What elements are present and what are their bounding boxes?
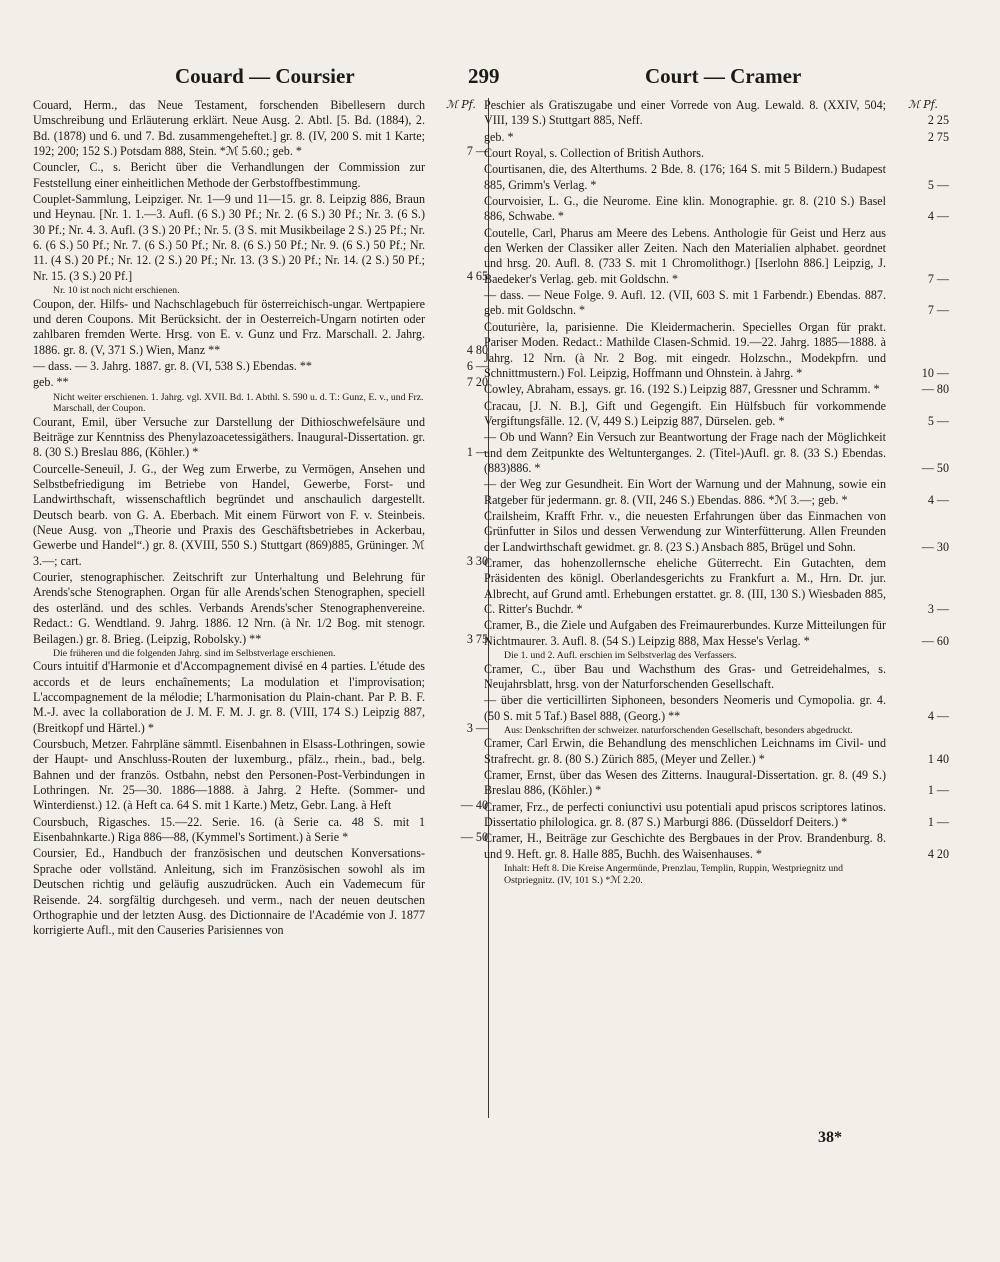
bibliography-entry <box>33 737 488 814</box>
bibliography-entry <box>484 736 949 767</box>
entry-text: Cowley, Abraham, essays. gr. 16. (192 S.) Leipzig 887, Gressner und Schramm. * <box>484 382 880 397</box>
bibliography-entry <box>33 160 488 191</box>
entry-price: — 40 <box>460 798 488 813</box>
bibliography-entry <box>33 297 488 358</box>
bibliography-entry <box>484 162 949 193</box>
entry-price: 10 — <box>921 365 949 380</box>
entry-text: Coupon, der. Hilfs- und Nachschlagebuch für österreichisch-ungar. Wertpapiere und deren Coupons. Mit Berücksicht. der in Oesterreich-Ungarn notirten oder zahlbaren fremden Werte. Hrsg. von E. v. Gunz und Frz. Marschall. 2. Jahrg. 1886. gr. 8. (V, 371 S.) Wien, Manz ** <box>33 296 425 357</box>
bibliography-entry <box>33 359 488 374</box>
entry-text: Couturière, la, parisienne. Die Kleidermacherin. Specielles Organ für prakt. Pariser Moden. Redact.: Mathilde Clasen-Schmid. 19.—22. Jahrg. 1885—1888. à Jahrg. 12 Nrn. (à Nr. 2 Bog. mit eingedr. Holzschn., Modekpfrn. und Schnittmustern.) Fol. Leipzig, Hoffmann und Ohnstein. à Jahrg. * <box>484 319 886 380</box>
entry-text: Cramer, Frz., de perfecti coniunctivi usu potentiali apud priscos scriptores latinos. Dissertatio philologica. gr. 8. (87 S.) Marburgi 886. (Düsseldorf Deiters.) * <box>484 799 886 830</box>
entry-price: 4 20 <box>927 846 949 861</box>
entry-note: Die früheren und die folgenden Jahrg. sind im Selbstverlage erschienen. <box>53 647 336 659</box>
entry-price: 1 — <box>466 445 488 460</box>
bibliography-entry <box>33 375 488 390</box>
entry-price: 4 — <box>927 209 949 224</box>
entry-text: Councler, C., s. Bericht über die Verhandlungen der Commission zur Feststellung einer einheitlichen Methode der Gerbstoffbestimmung. <box>33 160 425 190</box>
entry-text: Coursier, Ed., Handbuch der französischen und deutschen Konversations-Sprache oder vollständ. Anleitung, sich im Französischen sowohl als im Deutschen richtig und geläufig auszudrücken. Auch ein Vademecum für Reisende. 24. sorgfältig durchgeseh. und verm., nach der neuen deutschen Orthographie und der letzten Ausg. des Dictionnaire de l'Académie von J. 1877 korrigierte Aufl., mit den Causeries Parisiennes von <box>33 846 425 938</box>
bibliography-entry <box>33 846 488 938</box>
entry-price: 6 — <box>466 359 488 373</box>
entry-text: Crailsheim, Krafft Frhr. v., die neuesten Erfahrungen über das Einmachen von Grünfutter in Silos und dessen Verwendung zur Winterfütterung. Allen Freunden der Landwirthschaft gewidmet. gr. 8. (23 S.) Ansbach 885, Brügel und Sohn. <box>484 508 886 554</box>
entry-price: 2 75 <box>927 129 949 144</box>
entry-price: — 50 <box>460 830 488 845</box>
entry-text: Cramer, Carl Erwin, die Behandlung des menschlichen Leichnams im Civil- und Strafrecht. gr. 8. (80 S.) Zürich 885, (Meyer und Zeller.) * <box>484 736 886 766</box>
entry-text: — Ob und Wann? Ein Versuch zur Beantwortung der Frage nach der Möglichkeit und dem Zeitpunkte des Weltunterganges. 2. (Titel-)Aufl. gr. 8. (33 S.) Ebendas. (883)886. * <box>484 430 886 475</box>
entry-price: 4 — <box>927 492 949 507</box>
bibliography-entry <box>33 815 488 846</box>
bibliography-entry <box>484 556 949 617</box>
entry-note: Inhalt: Heft 8. Die Kreise Angermünde, Prenzlau, Templin, Ruppin, Westpriegnitz und Ostpriegnitz. (IV, 101 S.) *ℳ 2.20. <box>504 863 844 886</box>
bibliography-entry <box>484 226 949 287</box>
bibliography-entry <box>484 477 949 508</box>
entry-price: 7 — <box>927 303 949 318</box>
bibliography-entry <box>484 399 949 430</box>
entry-price: 2 25 <box>927 113 949 128</box>
page-number-header: 299 <box>468 64 500 88</box>
bibliography-entry <box>33 98 488 159</box>
entry-text: Couard, Herm., das Neue Testament, forschenden Bibellesern durch Umschreibung und Erläuterung erklärt. Neue Ausg. 2. Abtl. [5. Bd. (1884), 2. Bd. (1878) und 6. und 7. Bd. zusammengeheftet.] gr. 8. (IV, 200 S. mit 1 Karte; 192; 200; 152 S.) Potsdam 888, Stein. *ℳ 5.60.; geb. * <box>33 98 425 159</box>
entry-price: 4 80 <box>466 342 488 357</box>
entry-price: 1 — <box>927 783 949 798</box>
entry-price: 4 65 <box>466 268 488 283</box>
bibliography-entry <box>484 430 949 476</box>
entry-price: 3 30 <box>466 553 488 568</box>
running-head-left: Couard — Coursier <box>175 64 355 88</box>
bibliography-entry <box>484 509 949 555</box>
bibliography-entry <box>484 288 949 319</box>
entry-text: Cours intuitif d'Harmonie et d'Accompagnement divisé en 4 parties. L'étude des accords et de leurs enchaînements; La modulation et l'improvisation; L'accompagnement de la mélodie; L'harmonisation du Plain-chant. Par P. B. F. M.-J. avec la collaboration de J. M. F. M. J. gr. 8. (VIII, 174 S.) Leipzig 887, (Breitkopf und Härtel.) * <box>33 659 425 735</box>
entry-price: 7 20 <box>466 375 488 390</box>
entry-price: 4 — <box>927 708 949 723</box>
entry-note: Nr. 10 ist noch nicht erschienen. <box>53 285 180 297</box>
bibliography-entry <box>484 194 949 225</box>
entry-text: Couplet-Sammlung, Leipziger. Nr. 1—9 und 11—15. gr. 8. Leipzig 886, Braun und Heynau. [Nr. 1. 1.—3. Aufl. (6 S.) 30 Pf.; Nr. 2. (6 S.) 30 Pf.; Nr. 3. (6 S.) 30 Pf.; Nr. 4. 3. Aufl. (3 S.) 20 Pf.; Nr. 5. (3 S. mit Musikbeilage 2 S.) 25 Pf.; Nr. 6. (6 S.) 50 Pf.; Nr. 7. (6 S.) 50 Pf.; Nr. 8. (6 S.) 50 Pf.; Nr. 9. (6 S.) 50 Pf.; Nr. 11. (4 S.) 20 Pf.; Nr. 12. (2 S.) 20 Pf.; Nr. 13. (3 S.) 20 Pf.; Nr. 14. (2 S.) 50 Pf.; Nr. 15. (3 S.) 20 Pf.] <box>33 192 425 283</box>
bibliography-entry <box>484 800 949 831</box>
entry-text: Courant, Emil, über Versuche zur Darstellung der Dithioschwefelsäure und Beiträge zur Kenntniss des Phenylazoacetessigäthers. Inaugural-Dissertation. gr. 8. (30 S.) Breslau 886, (Köhler.) * <box>33 414 425 460</box>
entry-price: 1 40 <box>927 751 949 766</box>
entry-price: — 80 <box>921 382 949 397</box>
bibliography-entry <box>484 618 949 649</box>
entry-price: — 50 <box>921 460 949 475</box>
entry-text: Courier, stenographischer. Zeitschrift zur Unterhaltung und Belehrung für Arends'sche Stenographen. Organ für alle Arends'schen Stenographen, speciell des osterländ. und des schles. Verbands Arends'scher Stenographenvereine. Redact.: G. Wendtland. 9. Jahrg. 1886. 12 Nrn. (à Nr. 1/2 Bog. mit stenogr. Beilagen.) gr. 8. Brieg. (Leipzig, Robolsky.) ** <box>33 570 425 646</box>
entry-text: Court Royal, s. Collection of British Authors. <box>484 146 705 161</box>
entry-text: Courtisanen, die, des Alterthums. 2 Bde. 8. (176; 164 S. mit 5 Bildern.) Budapest 885, Grimm's Verlag. * <box>484 162 886 192</box>
bibliography-entry <box>484 768 949 799</box>
bibliography-entry <box>33 570 488 647</box>
entry-price: 7 — <box>927 271 949 286</box>
bibliography-entry <box>33 415 488 461</box>
entry-text: — über die verticillirten Siphoneen, besonders Neomeris und Cymopolia. gr. 4. (50 S. mit 5 Taf.) Basel 888, (Georg.) ** <box>484 693 886 723</box>
bibliography-entry <box>484 130 949 145</box>
entry-text: Cramer, H., Beiträge zur Geschichte des Bergbaues in der Prov. Brandenburg. 8. und 9. Heft. gr. 8. Halle 885, Buchh. des Waisenhauses. * <box>484 831 886 861</box>
running-head-right: Court — Cramer <box>645 64 802 88</box>
entry-text: Cramer, B., die Ziele und Aufgaben des Freimaurerbundes. Kurze Mitteilungen für Nichtmaurer. 3. Aufl. 8. (54 S.) Leipzig 888, Max Hesse's Verlag. * <box>484 618 886 648</box>
bibliography-entry <box>33 659 488 736</box>
entry-text: Coursbuch, Metzer. Fahrpläne sämmtl. Eisenbahnen in Elsass-Lothringen, sowie der Haupt- und Anschluss-Routen der luxemburg., pfälz., rhein., bad., belg. Bahnen und der französ. Ostbahn, nebst den Personen-Post-Verbindungen in Lothringen. Nr. 25—30. 1886—1888. à Jahrg. 2 Hefte. (Sommer- und Winterdienst.) 12. (à Heft ca. 64 S. mit 1 Karte.) Metz, Gebr. Lang. à Heft <box>33 737 425 813</box>
bibliography-entry <box>484 320 949 381</box>
entry-price: 5 — <box>927 177 949 192</box>
entry-note: Aus: Denkschriften der schweizer. naturforschenden Gesellschaft, besonders abgedruckt. <box>504 724 853 736</box>
entry-price: — 30 <box>921 539 949 554</box>
bibliography-entry <box>484 98 949 129</box>
page-signature: 38* <box>818 1129 842 1146</box>
bibliography-entry <box>484 831 949 862</box>
entry-text: Courvoisier, L. G., die Neurome. Eine klin. Monographie. gr. 8. (210 S.) Basel 886, Schwabe. * <box>484 194 886 224</box>
entry-price: 7 — <box>466 144 488 159</box>
entry-text: Peschier als Gratiszugabe und einer Vorrede von Aug. Lewald. 8. (XXIV, 504; VIII, 139 S.) Stuttgart 885, Neff. <box>484 98 886 128</box>
entry-price: 3 — <box>466 720 488 735</box>
entry-text: Cracau, [J. N. B.], Gift und Gegengift. Ein Hülfsbuch für vorkommende Vergiftungsfälle. 12. (V, 449 S.) Leipzig 887, Dürselen. geb. * <box>484 398 886 428</box>
entry-text: Coursbuch, Rigasches. 15.—22. Serie. 16. (à Serie ca. 48 S. mit 1 Eisenbahnkarte.) Riga 886—88, (Kymmel's Sortiment.) à Serie * <box>33 814 425 845</box>
entry-text: geb. ** <box>33 375 69 390</box>
entry-text: — der Weg zur Gesundheit. Ein Wort der Warnung und der Mahnung, sowie ein Ratgeber für jedermann. gr. 8. (VII, 246 S.) Ebendas. 886. *ℳ 3.—; geb. * <box>484 477 886 507</box>
entry-text: Cramer, C., über Bau und Wachsthum des Gras- und Getreidehalmes, s. Neujahrsblatt, hrsg. von der Naturforschenden Gesellschaft. <box>484 661 886 691</box>
entry-text: Coutelle, Carl, Pharus am Meere des Lebens. Anthologie für Geist und Herz aus den Werken der Classiker aller Zeiten. Nach den Materialien alphabet. geordnet und hrsg. 20. Aufl. 8. (733 S. mit 1 Chromolithogr.) [Iserlohn 886.] Leipzig, J. Baedeker's Verlag. geb. mit Goldschn. * <box>484 225 886 286</box>
entry-text: Courcelle-Seneuil, J. G., der Weg zum Erwerbe, zu Vermögen, Ansehen und Selbstbefriedigung im Betriebe von Handel, Gewerbe, Forst- und Landwirthschaft, wissenschaftlich begründet und anschaulich dargestellt. Deutsch bearb. von G. A. Eberbach. Mit einem Fürwort von F. v. Steinbeis. (Neue Ausg. von „Theorie und Praxis des Geschäftsbetriebes in Ackerbau, Gewerbe und Handel“.) gr. 8. (XVIII, 550 S.) Stuttgart (869)885, Grüninger. ℳ 3.—; cart. <box>33 461 425 568</box>
right-column <box>484 98 949 886</box>
entry-text: — dass. — Neue Folge. 9. Aufl. 12. (VII, 603 S. mit 1 Farbendr.) Ebendas. 887. geb. mit Goldschn. * <box>484 288 886 318</box>
entry-text: — dass. — 3. Jahrg. 1887. gr. 8. (VI, 538 S.) Ebendas. ** <box>33 359 312 373</box>
bibliography-entry <box>33 462 488 569</box>
entry-text: Cramer, Ernst, über das Wesen des Zitterns. Inaugural-Dissertation. gr. 8. (49 S.) Breslau 886, (Köhler.) * <box>484 768 886 798</box>
entry-price: 3 — <box>927 602 949 616</box>
bibliography-entry <box>484 693 949 724</box>
currency-column-head-left: ℳ Pf. <box>446 98 476 111</box>
entry-text: geb. * <box>484 129 514 144</box>
bibliography-entry <box>484 382 949 397</box>
entry-price: 5 — <box>927 413 949 428</box>
left-column <box>33 98 488 940</box>
bibliography-entry <box>33 192 488 284</box>
entry-price: — 60 <box>921 633 949 648</box>
entry-text: Cramer, das hohenzollernsche eheliche Güterrecht. Ein Gutachten, dem Präsidenten des königl. Oberlandesgerichts zu Frankfurt a. M., Hrn. Dr. jur. Albrecht, auf Grund amtl. Erhebungen erstattet. gr. 8. (III, 130 S.) Wiesbaden 885, C. Ritter's Buchdr. * <box>484 555 886 616</box>
currency-column-head-right: ℳ Pf. <box>908 98 938 111</box>
bibliography-entry <box>484 662 949 693</box>
entry-price: 3 75 <box>466 631 488 646</box>
entry-price: 1 — <box>927 815 949 830</box>
entry-note: Die 1. und 2. Aufl. erschien im Selbstverlag des Verfassers. <box>504 650 737 662</box>
entry-note: Nicht weiter erschienen. 1. Jahrg. vgl. XVII. Bd. 1. Abthl. S. 590 u. d. T.: Gunz, E. v., und Frz. Marschall, der Coupon. <box>53 391 424 415</box>
bibliography-entry <box>484 146 949 161</box>
